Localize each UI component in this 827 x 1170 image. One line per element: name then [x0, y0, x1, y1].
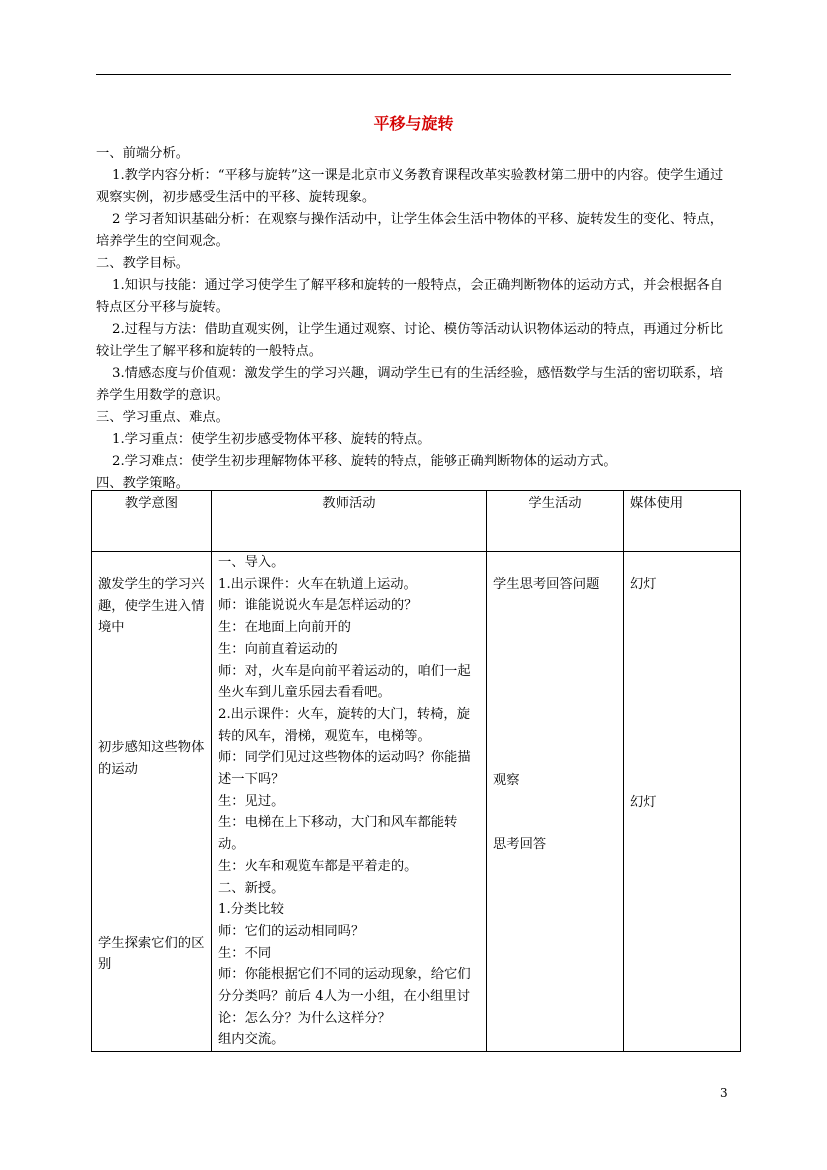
teacher-line: 1.出示课件：火车在轨道上运动。 [218, 576, 417, 592]
section-heading: 二、教学目标。 [96, 256, 190, 271]
paragraph: 2.过程与方法：借助直观实例，让学生通过观察、讨论、模仿等活动认识物体运动的特点，再通过分析比较让学生了解平移和旋转的一般特点。 [96, 322, 724, 359]
paragraph: 1.学习重点：使学生初步感受物体平移、旋转的特点。 [112, 432, 431, 447]
teacher-line: 师：同学们见过这些物体的运动吗？你能描述一下吗？ [218, 750, 471, 788]
section-heading: 三、学习重点、难点。 [96, 410, 229, 425]
page-title: 平移与旋转 [373, 114, 454, 133]
teacher-line: 生：不同 [218, 945, 272, 961]
teacher-line: 生：在地面上向前开的 [218, 620, 351, 636]
intent-item: 激发学生的学习兴趣，使学生进入情境中 [98, 577, 205, 636]
teaching-strategy-table [91, 490, 741, 1052]
paragraph: 2 学习者知识基础分析：在观察与操作活动中，让学生体会生活中物体的平移、旋转发生的变化、特点，培养学生的空间观念。 [96, 212, 724, 249]
intent-cell [92, 552, 212, 1052]
header-intent: 教学意图 [92, 491, 212, 552]
paragraph: 2.学习难点：使学生初步理解物体平移、旋转的特点，能够正确判断物体的运动方式。 [112, 454, 617, 469]
teacher-cell [212, 552, 487, 1052]
teacher-line: 师：它们的运动相同吗？ [218, 923, 365, 939]
header-teacher: 教师活动 [212, 491, 487, 552]
teacher-line: 组内交流。 [218, 1032, 285, 1048]
paragraph: 1.知识与技能：通过学习使学生了解平移和旋转的一般特点，会正确判断物体的运动方式，并会根据各自特点区分平移与旋转。 [96, 278, 724, 315]
intent-item: 初步感知这些物体的运动 [98, 740, 205, 777]
section-heading: 四、教学策略。 [96, 476, 190, 491]
paragraph: 1.教学内容分析：“平移与旋转”这一课是北京市义务教育课程改革实验教材第二册中的内容。使学生通过观察实例，初步感受生活中的平移、旋转现象。 [96, 168, 724, 205]
student-item: 思考回答 [493, 837, 547, 853]
media-item: 幻灯 [630, 577, 657, 592]
teacher-line: 2.出示课件：火车，旋转的大门，转椅，旋转的风车，滑梯，观览车，电梯等。 [218, 706, 471, 744]
teacher-line: 一、导入。 [218, 555, 285, 570]
teacher-line: 生：火车和观览车都是平着走的。 [218, 858, 418, 874]
teacher-line: 生：见过。 [218, 793, 285, 809]
student-cell [487, 552, 624, 1052]
header-media: 媒体使用 [624, 491, 741, 552]
teacher-line: 师：你能根据它们不同的运动现象，给它们分分类吗？前后 4人为一小组，在小组里讨论：怎么分？为什么这样分？ [218, 967, 471, 1026]
teacher-line: 1.分类比较 [218, 902, 284, 918]
document-body [96, 143, 736, 495]
teacher-line: 生：向前直着运动的 [218, 641, 338, 657]
page-number: 3 [720, 1086, 728, 1100]
section-heading: 一、前端分析。 [96, 146, 190, 161]
header-rule [96, 74, 731, 75]
paragraph: 3.情感态度与价值观：激发学生的学习兴趣，调动学生已有的生活经验，感悟数学与生活的密切联系，培养学生用数学的意识。 [96, 366, 724, 403]
header-student: 学生活动 [487, 491, 624, 552]
intent-item: 学生探索它们的区别 [98, 935, 205, 973]
table-header-row [92, 491, 741, 552]
teacher-line: 师：对，火车是向前平着运动的，咱们一起坐火车到儿童乐园去看看吧。 [218, 663, 471, 701]
student-item: 学生思考回答问题 [493, 577, 600, 592]
student-item: 观察 [493, 772, 520, 788]
teacher-line: 二、新授。 [218, 880, 285, 896]
table-row [92, 552, 741, 1052]
media-item: 幻灯 [630, 794, 657, 810]
teacher-line: 生：电梯在上下移动，大门和风车都能转动。 [218, 815, 458, 853]
teacher-line: 师：谁能说说火车是怎样运动的？ [218, 598, 418, 614]
media-cell [624, 552, 741, 1052]
